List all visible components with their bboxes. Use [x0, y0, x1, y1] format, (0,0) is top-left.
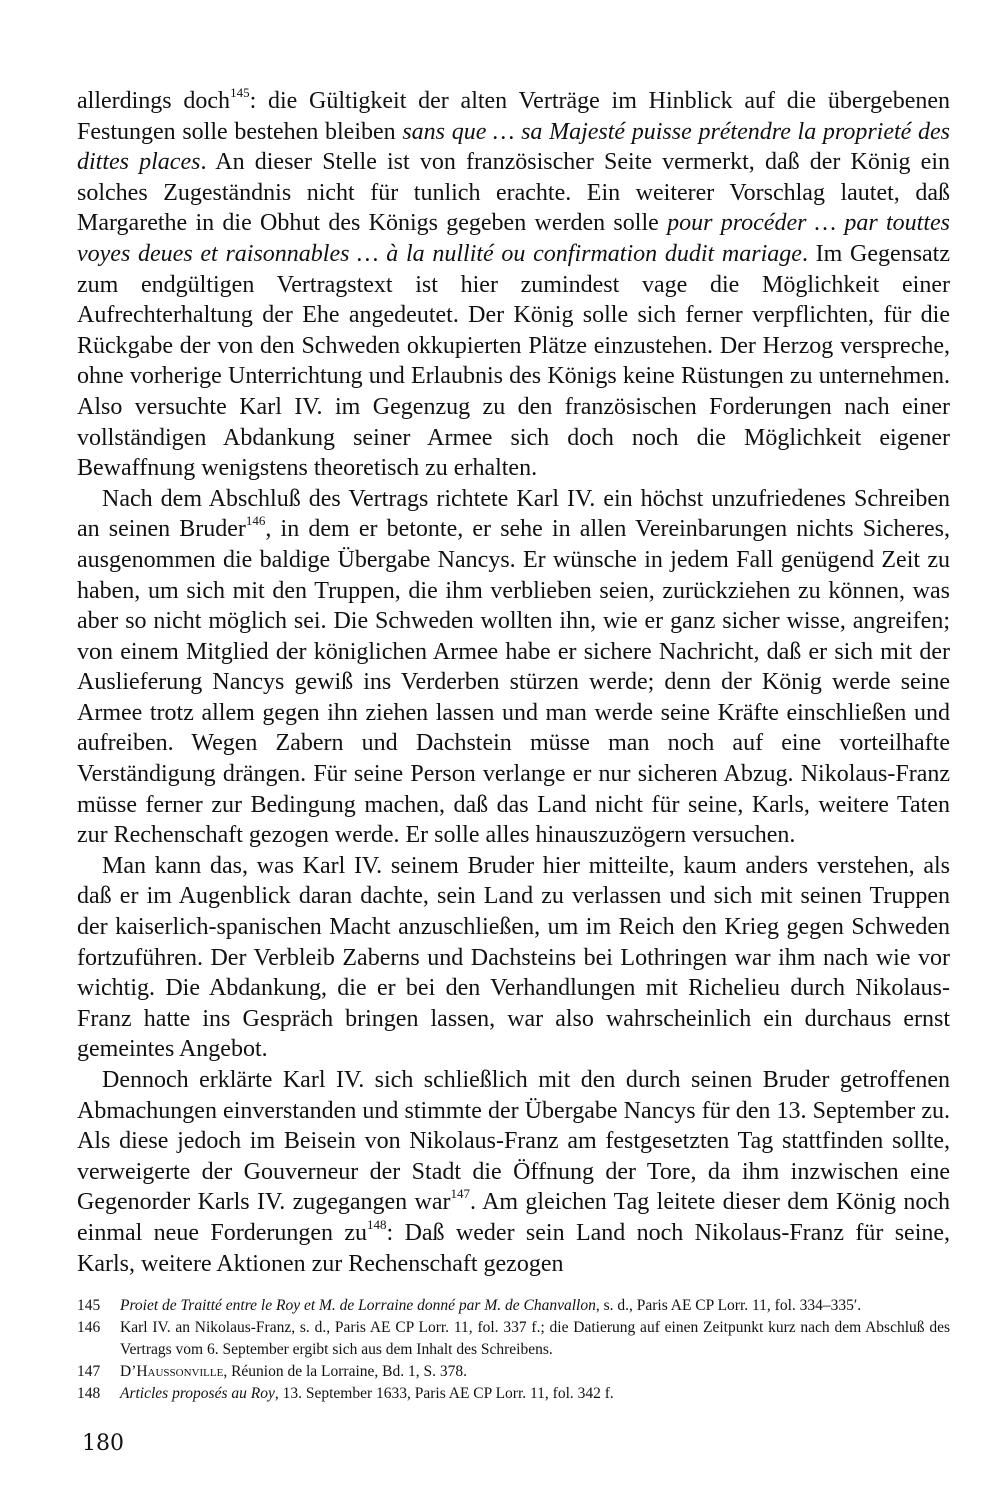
text-run: Man kann das, was Karl IV. seinem Bruder hier mitteilte, kaum anders verstehen, als daß er im Augenblick daran dachte, sein Land zu verlassen und sich mit seinen Truppen der kaiserlich-spanischen Macht anzuschließen, um im Reich den Krieg gegen Schweden fortzuführen. Der Verbleib Zaberns und Dachsteins bei Lothringen war ihm nach wie vor wichtig. Die Abdankung, die er bei den Verhandlungen mit Richelieu durch Nikolaus-Franz hatte ins Gespräch bringen lassen, war also wahrscheinlich ein durchaus ernst gemeintes Angebot.	[77, 852, 950, 1063]
footnote-text	[120, 1295, 950, 1317]
text-run: : Daß weder sein Land noch Nikolaus-Franz für seine, Karls, weitere Aktionen zur Rechenschaft gezogen	[77, 1219, 951, 1277]
body-text	[77, 86, 950, 1279]
text-run: , in dem er betonte, er sehe in allen Vereinbarungen nichts Sicheres, ausgenommen die baldige Übergabe Nancys. Er wünsche in jedem Fall genügend Zeit zu haben, um sich mit den Truppen, die ihm verblieben seien, zurückziehen zu können, was aber so nicht möglich sei. Die Schweden wollten ihn, wie er ganz sicher wisse, angreifen; von einem Mitglied der königlichen Armee habe er sichere Nachricht, daß er sich mit der Auslieferung Nancys gewiß ins Verderben stürzen werde; denn der König werde seine Armee trotz allem gegen ihn ziehen lassen und man werde seine Kräfte einschließen und aufreiben. Wegen Zabern und Dachstein müsse man noch auf eine vorteilhafte Verständigung drängen. Für seine Person verlange er nur sicheren Abzug. Nikolaus-Franz müsse ferner zur Bedingung machen, daß das Land nicht für seine, Karls, weitere Taten zur Rechenschaft gezogen werde. Er solle alles hinauszuzögern versuchen.	[77, 516, 950, 849]
page-number: 180	[82, 1431, 124, 1456]
footnote-number: 147	[77, 1363, 101, 1381]
footnote-text	[120, 1383, 950, 1405]
paragraph-1	[77, 86, 950, 484]
footnote-ref-148[interactable]: 148	[367, 1216, 387, 1232]
footnote-148	[77, 1383, 950, 1405]
footnote-number: 145	[77, 1297, 101, 1315]
text-run: , s. d., Paris AE CP Lorr. 11, fol. 334–335′.	[595, 1297, 862, 1315]
footnote-text	[120, 1361, 950, 1383]
text-run: allerdings doch	[77, 88, 231, 114]
footnote-number: 148	[77, 1385, 101, 1403]
text-run: , 13. September 1633, Paris AE CP Lorr. 11, fol. 342 f.	[274, 1385, 614, 1403]
author-name: D’Haussonville	[120, 1363, 224, 1381]
text-run: . Im Gegensatz zum endgültigen Vertragstext ist hier zumindest vage die Möglichkeit einer Aufrechterhaltung der Ehe angedeutet. Der König solle sich ferner verpflichten, für die Rückgabe der von den Schweden okkupierten Plätze einzustehen. Der Herzog verspreche, ohne vorherige Unterrichtung und Erlaubnis des Königs keine Rüstungen zu unternehmen. Also versuchte Karl IV. im Gegenzug zu den französischen Forderungen nach einer vollständigen Abdankung seiner Armee sich doch noch die Möglichkeit eigener Bewaffnung wenigstens theoretisch zu erhalten.	[77, 240, 951, 482]
text-run: : die Gültigkeit der alten Verträge im Hinblick auf die übergebenen Festungen solle bestehen bleiben	[77, 88, 951, 145]
footnote-ref-147[interactable]: 147	[450, 1186, 471, 1202]
footnote-145	[77, 1295, 950, 1317]
paragraph-4	[77, 1065, 950, 1279]
italic-title: Articles proposés au Roy	[120, 1385, 275, 1403]
footnote-147	[77, 1361, 950, 1383]
text-run: . An dieser Stelle ist von französischer Seite vermerkt, daß der König ein solches Zugeständnis nicht für tunlich erachte. Ein weiterer Vorschlag lautet, daß Margarethe in die Obhut des Königs gegeben werden solle	[77, 149, 950, 237]
footnote-number: 146	[77, 1319, 101, 1337]
footnote-text: Karl IV. an Nikolaus-Franz, s. d., Paris AE CP Lorr. 11, fol. 337 f.; die Datierung auf einen Zeitpunkt kurz nach dem Abschluß des Vertrags vom 6. September ergibt sich aus dem Inhalt des Schreibens.	[120, 1319, 950, 1359]
text-run: Nach dem Abschluß des Vertrags richtete Karl IV. ein höchst unzufriedenes Schreiben an seinen Bruder	[77, 485, 950, 543]
footnote-ref-145[interactable]: 145	[230, 85, 250, 100]
text-run: . Am gleichen Tag leitete dieser dem König noch einmal neue Forderungen zu	[77, 1189, 951, 1246]
italic-quote: sans que … sa Majesté puisse prétendre la proprieté des dittes places	[77, 118, 950, 176]
paragraph-3	[77, 851, 950, 1065]
italic-quote: pour procéder … par touttes voyes deues et raisonnables … à la nullité ou confirmation dudit mariage	[77, 210, 951, 267]
page-content	[77, 86, 950, 1405]
footnote-ref-146[interactable]: 146	[245, 513, 266, 529]
paragraph-2	[77, 484, 950, 851]
text-run: Dennoch erklärte Karl IV. sich schließlich mit den durch seinen Bruder getroffenen Abmachungen einverstanden und stimmte der Übergabe Nancys für den 13. September zu. Als diese jedoch im Beisein von Nikolaus-Franz am festgesetzten Tag stattfinden sollte, verweigerte der Gouverneur der Stadt die Öffnung der Tore, da ihm inzwischen eine Gegenorder Karls IV. zugegangen war	[77, 1067, 950, 1216]
footnote-146	[77, 1317, 950, 1361]
text-run: , Réunion de la Lorraine, Bd. 1, S. 378.	[223, 1363, 467, 1381]
italic-title: Proiet de Traitté entre le Roy et M. de Lorraine donné par M. de Chanvallon	[120, 1297, 596, 1315]
footnotes	[77, 1295, 950, 1405]
